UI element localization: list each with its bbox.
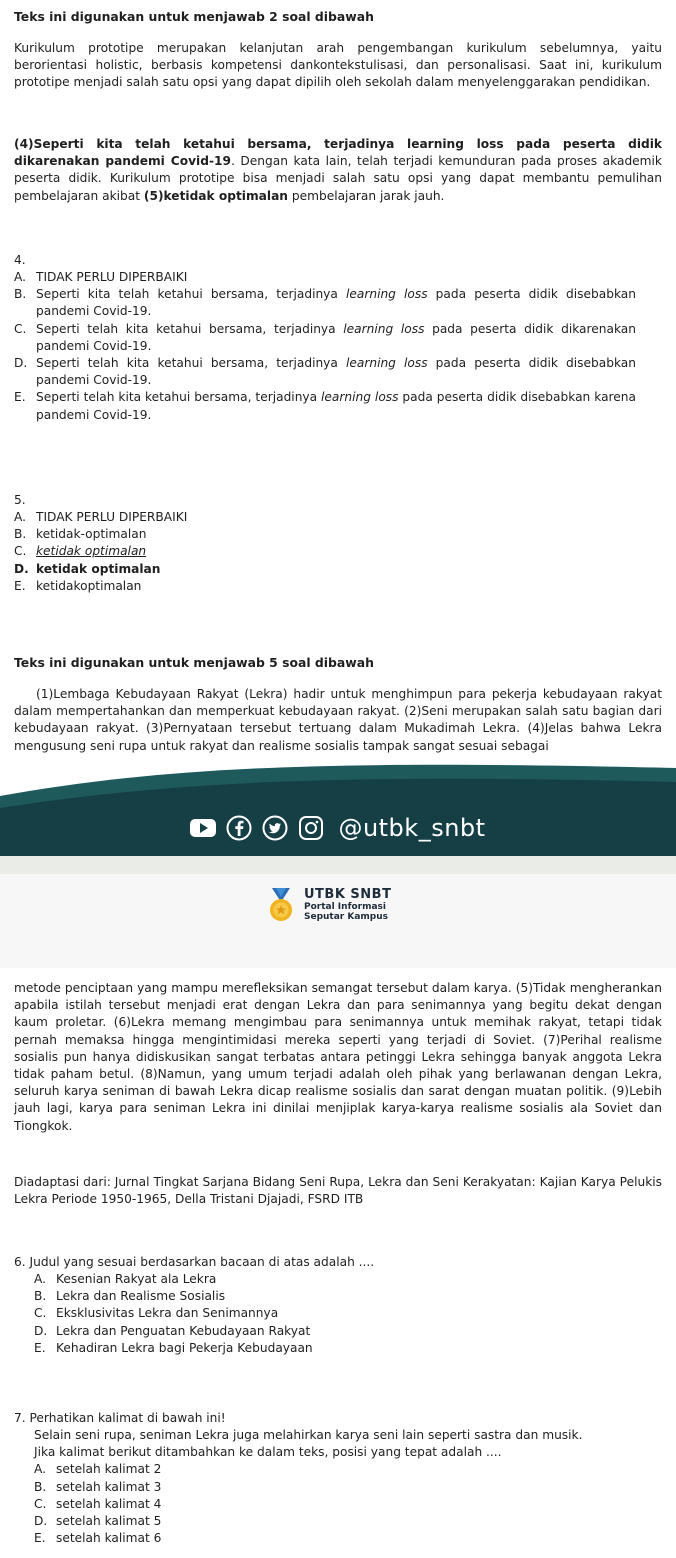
option-text: setelah kalimat 2 xyxy=(56,1462,162,1477)
option-text: Kesenian Rakyat ala Lekra xyxy=(56,1272,217,1286)
section2-paragraph-bottom: metode penciptaan yang mampu merefleksikan semangat tersebut dalam karya. (5)Tidak mengherankan apabila istilah tersebut menjadi erat dengan Lekra dan para senimannya yang begitu dekat dengan kaum proletar. (6)Lekra memang mengimbau para senimannya untuk memihak rakyat, tetapi tidak pernah memaksa hingga mengintimidasi mereka seperti yang terjadi di Soviet. (7)Perihal realisme sosialis pun hanya didiskusikan sangat terbatas antara petinggi Lekra sehingga banyak anggota Lekra tidak paham betul. (8)Namun, yang umum terjadi adalah oleh pihak yang berlawanan dengan Lekra, seluruh karya seniman di bawah Lekra dicap realisme sosialis dan sarat dengan muatan politik. (9)Lebih jauh lagi, karya para seniman Lekra ini dinilai menjiplak karya-karya realisme sosialis ala Soviet dan Tiongkok. xyxy=(14,981,662,1133)
q4-option-a[interactable] xyxy=(0,269,636,286)
social-handle: @utbk_snbt xyxy=(338,814,486,842)
section1-title: Teks ini digunakan untuk menjawab 2 soal dibawah xyxy=(14,9,374,24)
question-7-prompt: Jika kalimat berikut ditambahkan ke dalam teks, posisi yang tepat adalah .... xyxy=(34,1445,502,1460)
option-letter: C. xyxy=(14,544,27,559)
question-7-text: 7. Perhatikan kalimat di bawah ini! xyxy=(14,1411,226,1425)
italic-term: learning loss xyxy=(343,321,425,336)
question-7-sentence: Selain seni rupa, seniman Lekra juga melahirkan karya seni lain seperti sastra dan musik. xyxy=(34,1428,583,1442)
option-letter: B. xyxy=(14,527,27,542)
section1-paragraph: Kurikulum prototipe merupakan kelanjutan arah pengembangan kurikulum sebelumnya, yaitu berorientasi holistic, berbasis kompetensi dankontekstulisasi, dan personalisasi. Saat ini, kurikulum prototipe menjadi salah satu opsi yang dapat dipilih oleh sekolah dalam menyelenggarakan pendidikan. xyxy=(14,41,662,90)
option-text: Seperti telah kita ketahui bersama, terjadinya xyxy=(36,356,346,371)
brand-subtitle-2: Seputar Kampus xyxy=(304,912,389,922)
option-text: Seperti telah kita ketahui bersama, terjadinya xyxy=(36,321,344,336)
option-letter: A. xyxy=(34,1462,46,1477)
question-4-number: 4. xyxy=(14,253,26,267)
q4-option-d[interactable] xyxy=(0,355,636,389)
option-letter: C. xyxy=(34,1496,47,1511)
section2-title: Teks ini digunakan untuk menjawab 5 soal dibawah xyxy=(14,655,374,670)
q4-option-b[interactable] xyxy=(0,286,636,320)
option-letter: E. xyxy=(14,578,26,593)
brand-separator xyxy=(0,856,676,874)
brand-logo xyxy=(266,888,391,922)
italic-term: learning loss xyxy=(345,356,428,371)
option-letter: E. xyxy=(34,1340,46,1355)
option-text: Eksklusivitas Lekra dan Senimannya xyxy=(56,1306,279,1321)
brand-text xyxy=(304,888,391,922)
facebook-icon[interactable] xyxy=(226,815,252,841)
option-letter: D. xyxy=(34,1323,48,1338)
option-text: ketidak optimalan xyxy=(36,561,161,576)
phrase-5-bold: (5)ketidak optimalan xyxy=(143,188,288,203)
option-text: ketidakoptimalan xyxy=(36,578,142,593)
option-letter: A. xyxy=(34,1272,46,1286)
q5-option-e[interactable] xyxy=(0,578,636,595)
q5-option-b[interactable] xyxy=(0,526,636,543)
option-text: ketidak optimalan xyxy=(36,544,147,559)
section2-paragraph-top: (1)Lembaga Kebudayaan Rakyat (Lekra) hadir untuk menghimpun para pekerja kebudayaan rakyat dalam mempertahankan dan memperkuat kebudayaan rakyat. (2)Seni merupakan salah satu bagian dari kebudayaan rakyat. (3)Pernyataan tersebut tertuang dalam Mukadimah Lekra. (4)Jelas bahwa Lekra mengusung seni rupa untuk rakyat dan realisme sosialis tampak sangat sesuai sebagai xyxy=(14,687,662,753)
q4-option-e[interactable] xyxy=(0,389,636,423)
option-text: Seperti telah kita ketahui bersama, terjadinya xyxy=(36,390,322,405)
option-text: setelah kalimat 6 xyxy=(56,1531,162,1546)
italic-term: learning loss xyxy=(321,390,399,405)
question-5 xyxy=(0,492,636,595)
option-letter: C. xyxy=(34,1306,47,1321)
option-text: pada peserta didik dikarenakan pandemi Covid-19. xyxy=(36,321,636,353)
twitter-icon[interactable] xyxy=(262,815,288,841)
option-text: setelah kalimat 4 xyxy=(56,1496,162,1511)
q5-option-c[interactable] xyxy=(0,543,636,560)
question-4 xyxy=(0,252,636,424)
option-text: Lekra dan Realisme Sosialis xyxy=(56,1289,226,1304)
option-letter: A. xyxy=(14,270,26,284)
source-citation: Diadaptasi dari: Jurnal Tingkat Sarjana Bidang Seni Rupa, Lekra dan Seni Kerakyatan: Kajian Karya Pelukis Lekra Periode 1950-1965, Della Tristani Djajadi, FSRD ITB xyxy=(14,1175,662,1207)
option-text: Kehadiran Lekra bagi Pekerja Kebudayaan xyxy=(56,1340,313,1355)
q7-option-e[interactable] xyxy=(0,1530,660,1547)
option-text: ketidak-optimalan xyxy=(36,527,147,542)
option-text: Seperti kita telah ketahui bersama, terjadinya xyxy=(36,287,346,302)
option-letter: B. xyxy=(34,1479,47,1494)
option-text: Lekra dan Penguatan Kebudayaan Rakyat xyxy=(56,1323,311,1338)
option-text: pada peserta didik disebabkan pandemi Covid-19. xyxy=(36,287,636,319)
option-letter: B. xyxy=(14,287,27,302)
option-letter: A. xyxy=(14,510,26,524)
q6-option-b[interactable] xyxy=(0,1288,636,1305)
option-letter: D. xyxy=(34,1514,48,1529)
q7-option-b[interactable] xyxy=(0,1479,660,1496)
q7-option-c[interactable] xyxy=(0,1496,660,1513)
q6-option-c[interactable] xyxy=(0,1305,636,1322)
q7-option-a[interactable] xyxy=(0,1461,660,1478)
option-letter: D. xyxy=(14,561,29,576)
q5-option-a[interactable] xyxy=(0,509,636,526)
option-text: pada peserta didik disebabkan karena pandemi Covid-19. xyxy=(36,390,636,422)
section1-paragraph-2 xyxy=(14,136,662,205)
option-letter: E. xyxy=(14,390,26,405)
option-text: setelah kalimat 5 xyxy=(56,1514,162,1529)
sentence-4-bold: (4)Seperti kita telah ketahui bersama, terjadinya learning loss pada peserta didik dikarenakan pandemi Covid-19 xyxy=(14,137,662,169)
option-text: setelah kalimat 3 xyxy=(56,1479,162,1494)
q6-option-a[interactable] xyxy=(0,1271,636,1288)
q7-option-d[interactable] xyxy=(0,1513,660,1530)
question-5-number: 5. xyxy=(14,493,26,507)
brand-subtitle-1: Portal Informasi xyxy=(304,902,386,912)
q6-option-d[interactable] xyxy=(0,1323,636,1340)
option-letter: B. xyxy=(34,1289,47,1304)
para2-end: pembelajaran jarak jauh. xyxy=(287,188,445,203)
option-text: TIDAK PERLU DIPERBAIKI xyxy=(36,510,188,524)
option-letter: E. xyxy=(34,1531,46,1546)
q5-option-d[interactable] xyxy=(0,561,636,578)
question-6-text: 6. Judul yang sesuai berdasarkan bacaan di atas adalah .... xyxy=(14,1255,375,1269)
italic-term: learning loss xyxy=(345,287,428,302)
para2-rest: . Dengan kata lain, telah terjadi kemunduran pada proses akademik peserta didik. Kurikulum prototipe bisa menjadi salah satu opsi yang dapat membantu pemulihan pembelajaran akibat xyxy=(14,154,662,203)
option-text: TIDAK PERLU DIPERBAIKI xyxy=(36,270,188,284)
q4-option-c[interactable] xyxy=(0,321,636,355)
q6-option-e[interactable] xyxy=(0,1340,636,1357)
brand-title: UTBK SNBT xyxy=(304,887,392,902)
medal-icon xyxy=(266,888,296,922)
question-6 xyxy=(0,1254,636,1357)
question-7 xyxy=(0,1410,660,1547)
document-page-bottom xyxy=(0,968,676,1558)
option-letter: D. xyxy=(14,356,28,371)
youtube-icon[interactable] xyxy=(190,815,216,841)
social-bar xyxy=(0,800,676,856)
instagram-icon[interactable] xyxy=(298,815,324,841)
option-letter: C. xyxy=(14,321,27,336)
option-text: pada peserta didik disebabkan pandemi Covid-19. xyxy=(36,356,636,388)
